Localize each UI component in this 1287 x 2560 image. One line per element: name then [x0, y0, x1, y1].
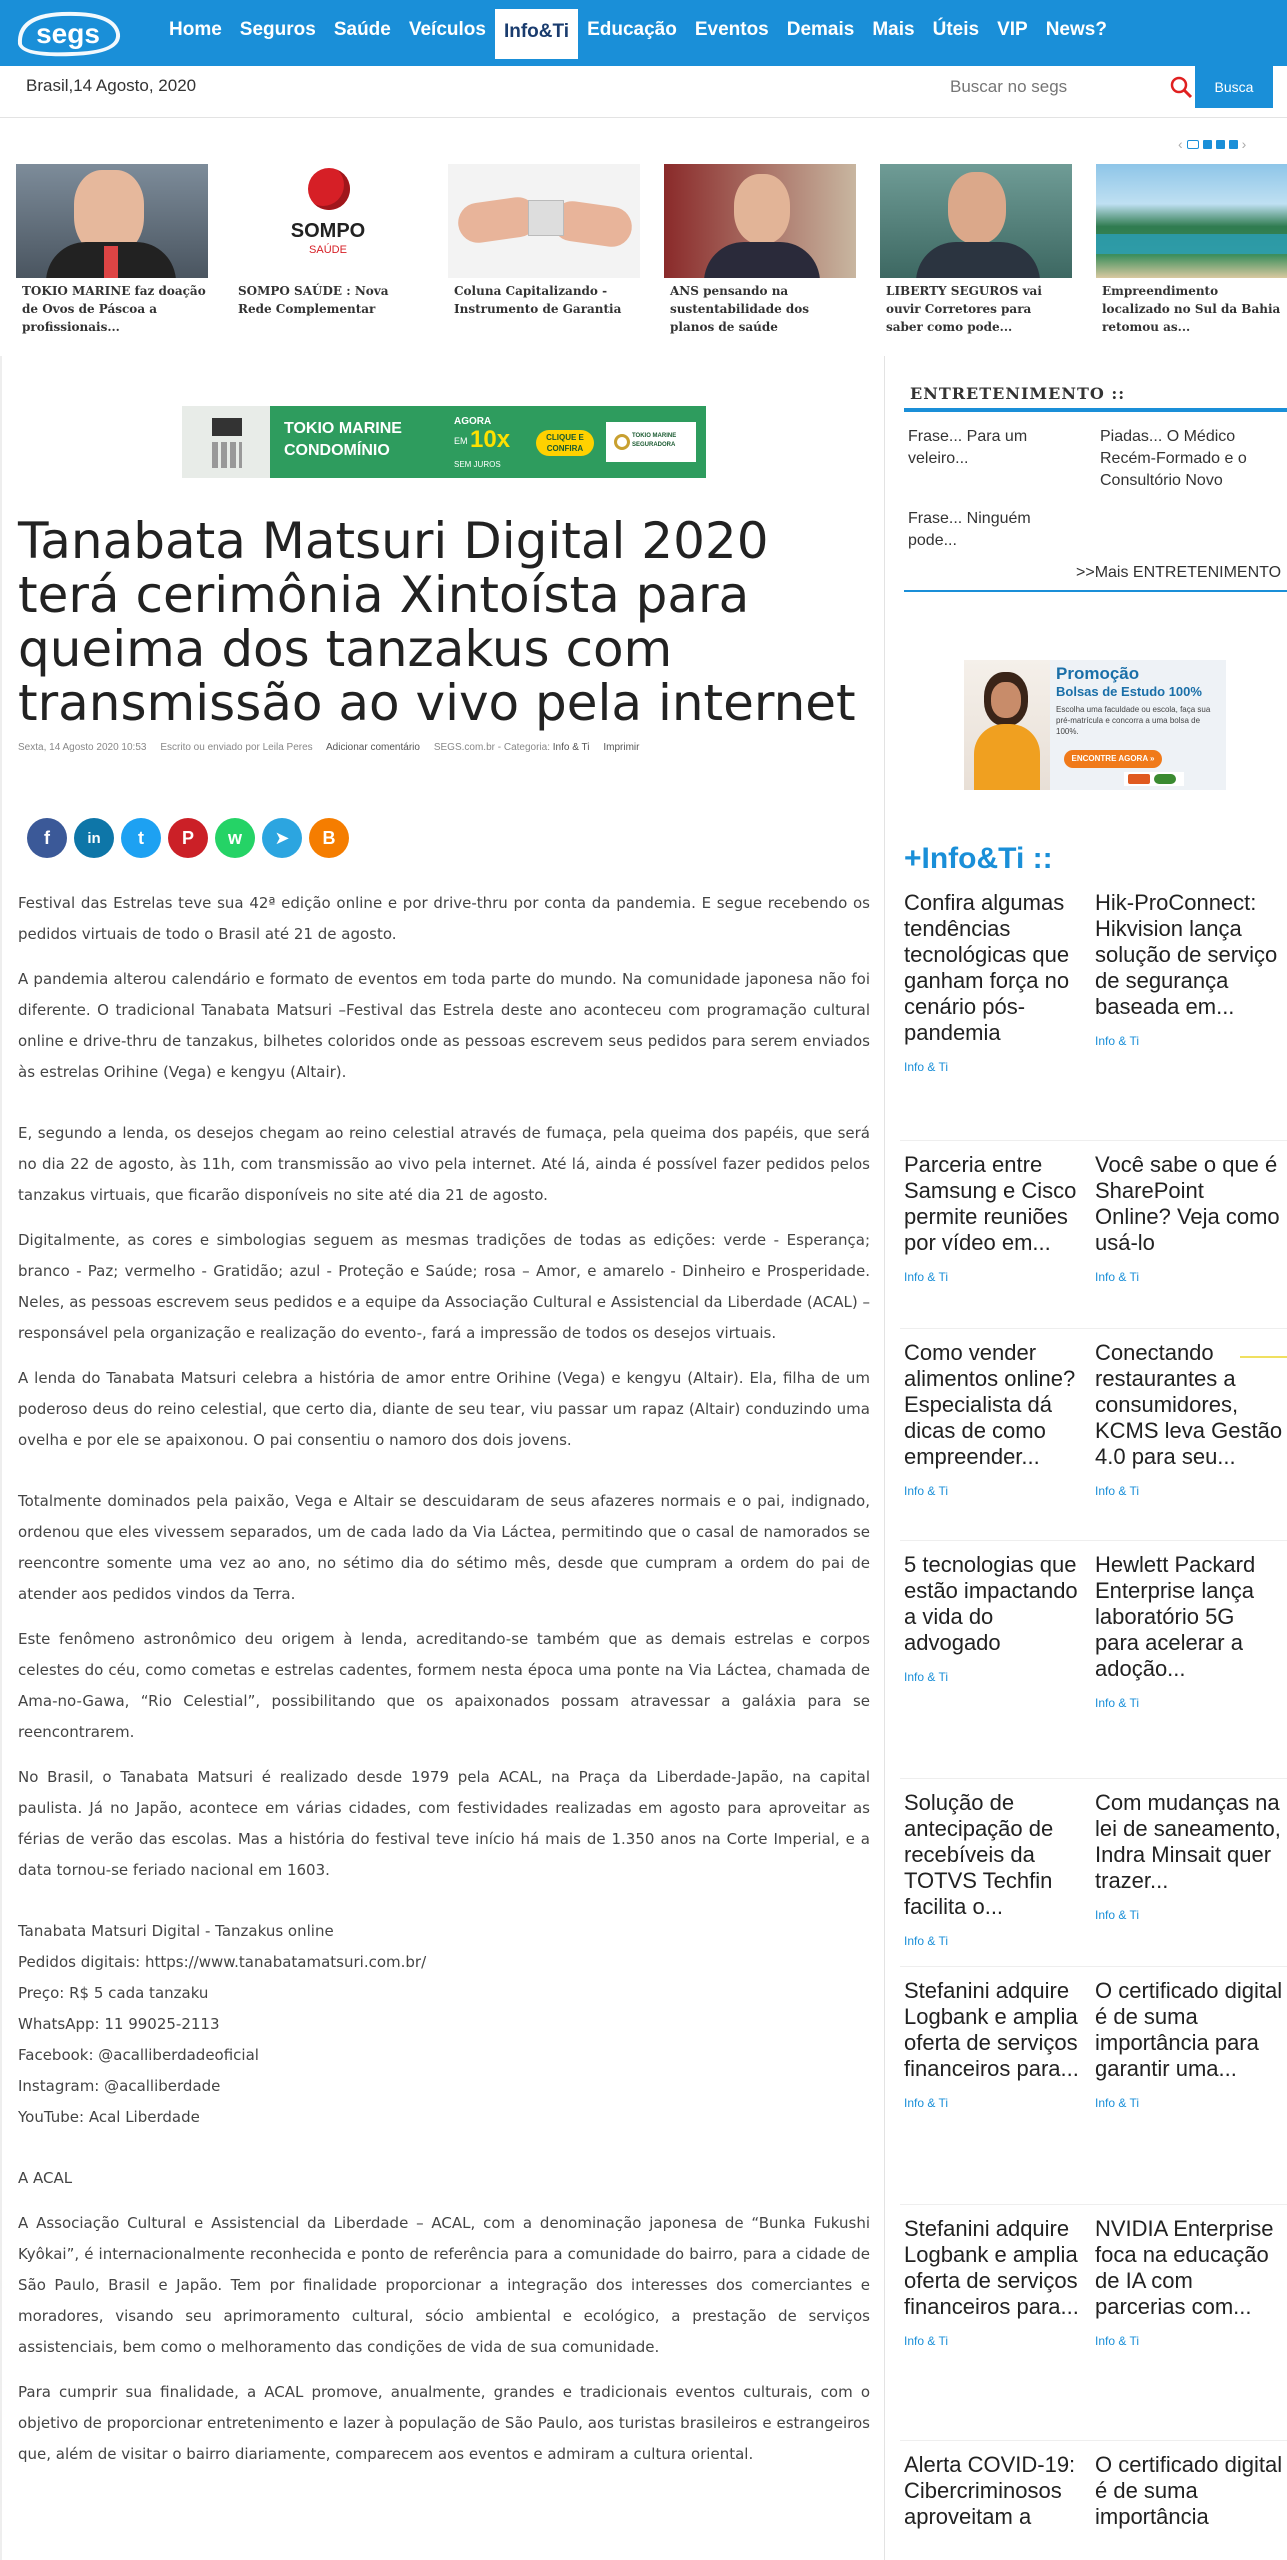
- twitter-icon[interactable]: t: [121, 818, 161, 858]
- info-ti-item[interactable]: [904, 1152, 1080, 1284]
- info-ti-item-category[interactable]: Info & Ti: [904, 2096, 949, 2110]
- article-paragraph: Este fenômeno astronômico deu origem à lenda, acreditando-se também que as demais estrelas e corpos celestes do céu, como cometas e estrelas cadentes, formem nesta época uma ponte na Via Láctea, chamada de Ama-no-Gawa, “Rio Celestial”, possibilitando que os apaixonados possam atravessar a galáxia para se reencontrarem.: [18, 1630, 870, 1741]
- nav-item-sa-de[interactable]: Saúde: [333, 19, 391, 40]
- article-paragraph: Festival das Estrelas teve sua 42ª edição online e por drive-thru por conta da pandemia. E segue recebendo os pedidos virtuais de todo o Brasil até 21 de agosto.: [18, 894, 870, 943]
- tile-separator: [900, 1140, 1287, 1141]
- carousel-item[interactable]: [880, 164, 1072, 336]
- nav-item-news[interactable]: News?: [1045, 19, 1107, 40]
- info-ti-item-title[interactable]: Alerta COVID-19: Cibercriminosos aproveitam a: [904, 2452, 1076, 2529]
- promo-text: Escolha uma faculdade ou escola, faça sua pré-matrícula e concorra a uma bolsa de 100%.: [1056, 705, 1211, 736]
- nav-item-demais[interactable]: Demais: [786, 19, 855, 40]
- facebook-icon[interactable]: f: [27, 818, 67, 858]
- carousel-pager: [1178, 136, 1246, 152]
- info-ti-item-category[interactable]: Info & Ti: [904, 1670, 949, 1684]
- ad-device-image: [182, 406, 270, 478]
- event-info-line: Preço: R$ 5 cada tanzaku: [18, 1984, 209, 2002]
- entertainment-item[interactable]: Piadas... O Médico Recém-Formado e o Consultório Novo: [1100, 428, 1247, 489]
- nav-item-eventos[interactable]: Eventos: [694, 19, 769, 40]
- info-ti-item-category[interactable]: Info & Ti: [1095, 2096, 1140, 2110]
- segs-logo-icon[interactable]: [12, 4, 124, 60]
- info-ti-item-category[interactable]: Info & Ti: [1095, 1908, 1140, 1922]
- nav-item-home[interactable]: Home: [169, 19, 222, 40]
- info-ti-item[interactable]: [904, 1552, 1080, 1684]
- info-ti-item-title[interactable]: Você sabe o que é SharePoint Online? Veja como usá-lo: [1095, 1152, 1280, 1255]
- carousel-item[interactable]: [232, 164, 424, 318]
- info-ti-item[interactable]: [1095, 2452, 1283, 2530]
- tile-separator: [900, 1540, 1287, 1541]
- info-ti-item[interactable]: [904, 1978, 1080, 2110]
- info-ti-item-title[interactable]: Como vender alimentos online? Especialista dá dicas de como empreender...: [904, 1340, 1076, 1469]
- acal-heading: A ACAL: [18, 2169, 73, 2187]
- event-info-list: [18, 1916, 870, 2133]
- event-info-line: WhatsApp: 11 99025-2113: [18, 2015, 220, 2033]
- info-ti-heading: +Info&Ti ::: [904, 842, 1053, 875]
- nav-menu: [160, 0, 1116, 60]
- add-comment-link[interactable]: Adicionar comentário: [326, 742, 420, 753]
- promo-cta-button[interactable]: ENCONTRE AGORA »: [1064, 750, 1162, 768]
- nav-item-ve-culos[interactable]: Veículos: [408, 19, 486, 40]
- decor-line: [1240, 1356, 1287, 1358]
- article-paragraph: Para cumprir sua finalidade, a ACAL promove, anualmente, grandes e tradicionais eventos culturais, com o objetivo de proporcionar entretenimento e lazer à população de São Paulo, aos turistas brasileiros e estrangeiros que, além de visitar o bairro diariamente, comparecem aos eventos e admiram a cultura oriental.: [18, 2383, 870, 2463]
- info-ti-item-title[interactable]: Stefanini adquire Logbank e amplia oferta de serviços financeiros para...: [904, 2216, 1079, 2319]
- top-nav: [0, 0, 1287, 66]
- pager-dot[interactable]: [1203, 140, 1212, 149]
- article-paragraph: E, segundo a lenda, os desejos chegam ao reino celestial através de fumaça, pela queima dos papéis, que será no dia 22 de agosto, às 11h, com transmissão ao vivo pela internet. Até lá, ainda é possível fazer pedidos pelos tanzakus virtuais, que ficarão disponíveis no site até dia 21 de agosto.: [18, 1124, 870, 1204]
- news-caption[interactable]: SOMPO SAÚDE : Nova Rede Complementar: [238, 284, 389, 316]
- news-thumbnail[interactable]: [664, 164, 856, 278]
- news-caption[interactable]: LIBERTY SEGUROS vai ouvir Corretores para saber como pode...: [886, 284, 1042, 334]
- article-meta: [18, 742, 639, 753]
- chevron-left-icon[interactable]: ‹: [1178, 136, 1183, 152]
- carousel-item[interactable]: [16, 164, 208, 336]
- ad-product: CONDOMÍNIO: [284, 442, 390, 459]
- nav-item-mais[interactable]: Mais: [872, 19, 915, 40]
- blogger-icon[interactable]: B: [309, 818, 349, 858]
- print-link[interactable]: Imprimir: [603, 742, 640, 753]
- news-caption[interactable]: Empreendimento localizado no Sul da Bahia retomou as...: [1102, 284, 1281, 334]
- info-ti-item-category[interactable]: Info & Ti: [904, 1270, 949, 1284]
- search-input[interactable]: [950, 70, 1180, 104]
- info-ti-item-title[interactable]: 5 tecnologias que estão impactando a vida do advogado: [904, 1552, 1078, 1655]
- info-ti-item[interactable]: [1095, 1552, 1283, 1710]
- ad-offer-bottom: SEM JUROS: [454, 460, 501, 469]
- meta-date: Sexta, 14 Agosto 2020 10:53: [18, 742, 147, 753]
- info-ti-item-title[interactable]: O certificado digital é de suma importância para garantir uma...: [1095, 1978, 1283, 2081]
- nav-item-info-ti[interactable]: Info&Ti: [495, 9, 578, 59]
- partner-logo-icon: [614, 434, 630, 450]
- entertainment-item[interactable]: Frase... Ninguém pode...: [908, 510, 1031, 549]
- linkedin-icon[interactable]: in: [74, 818, 114, 858]
- sompo-logo-text: SOMPO: [290, 220, 366, 242]
- info-ti-item-title[interactable]: Conectando restaurantes a consumidores, KCMS leva Gestão 4.0 para seu...: [1095, 1340, 1283, 1469]
- info-ti-item-title[interactable]: Com mudanças na lei de saneamento, Indra Minsait quer trazer...: [1095, 1790, 1281, 1893]
- article-title: Tanabata Matsuri Digital 2020 terá cerimônia Xintoísta para queima dos tanzakus com transmissão ao vivo pela internet: [18, 512, 856, 732]
- svg-text:segs: segs: [36, 18, 100, 49]
- news-thumbnail[interactable]: [880, 164, 1072, 278]
- ad-offer-big: 10x: [470, 426, 511, 453]
- info-ti-item-category[interactable]: Info & Ti: [904, 2334, 949, 2348]
- article-body: [18, 888, 870, 2484]
- category-link[interactable]: Info & Ti: [552, 742, 590, 753]
- current-date: Brasil,14 Agosto, 2020: [26, 76, 197, 95]
- ad-brand: TOKIO MARINE: [284, 420, 402, 437]
- article-paragraph: Totalmente dominados pela paixão, Vega e Altair se descuidaram de seus afazeres normais e o pai, indignado, ordenou que eles vivessem separados, um de cada lado da Via Láctea, permitindo que o casal de namorados se reencontre somente uma vez ao ano, no sétimo dia do sétimo mês, desde que cumpram a ordem do pai de atender aos pedidos vindos da Terra.: [18, 1492, 870, 1603]
- info-ti-item-title[interactable]: O certificado digital é de suma importância: [1095, 2452, 1283, 2529]
- pinterest-icon[interactable]: P: [168, 818, 208, 858]
- info-ti-item-category[interactable]: Info & Ti: [1095, 1696, 1140, 1710]
- info-ti-item-category[interactable]: Info & Ti: [904, 1934, 949, 1948]
- ad-cta-button[interactable]: CLIQUE E CONFIRA: [536, 430, 594, 456]
- info-ti-item-title[interactable]: NVIDIA Enterprise foca na educação de IA com parcerias com...: [1095, 2216, 1274, 2319]
- info-ti-item-title[interactable]: Hewlett Packard Enterprise lança laboratório 5G para acelerar a adoção...: [1095, 1552, 1256, 1681]
- info-ti-item[interactable]: [904, 1790, 1080, 1948]
- info-ti-item-category[interactable]: Info & Ti: [1095, 2334, 1140, 2348]
- telegram-icon[interactable]: ➤: [262, 818, 302, 858]
- article-paragraph: A Associação Cultural e Assistencial da Liberdade – ACAL, com a denominação japonesa de “Bunka Fukushi Kyôkai”, é internacionalmente reconhecida e ponto de referência para a comunidade do bairro, para a cidade de São Paulo, Brasil e Japão. Tem por finalidade proporcionar a integração dos interesses dos comerciantes e moradores, visando seu aprimoramento cultural, sócio ambiental e ecológico, a prestação de serviços assistenciais, bem como o melhoramento das condições de vida de sua comunidade.: [18, 2214, 870, 2356]
- info-ti-item[interactable]: [1095, 1152, 1283, 1284]
- carousel-item[interactable]: [1096, 164, 1287, 336]
- share-buttons: [27, 818, 349, 858]
- news-thumbnail[interactable]: [1096, 164, 1287, 278]
- ad-partner-logo: TOKIO MARINE SEGURADORA: [606, 422, 696, 462]
- info-ti-item[interactable]: [904, 2216, 1080, 2348]
- article-paragraph: No Brasil, o Tanabata Matsuri é realizado desde 1979 pela ACAL, na Praça da Liberdade-Japão, na capital paulista. Já no Japão, acontece em várias cidades, com festividades realizadas em agosto para aproveitar as férias de verão das escolas. Mas a história do festival teve início há mais de 1.350 anos na Corte Imperial, e a data tornou-se feriado nacional em 1603.: [18, 1768, 870, 1879]
- tile-separator: [900, 1778, 1287, 1779]
- left-border: [0, 356, 2, 2560]
- news-thumbnail[interactable]: [448, 164, 640, 278]
- event-info-line: Facebook: @acalliberdadeoficial: [18, 2046, 259, 2064]
- promo-banner[interactable]: [964, 660, 1226, 790]
- tile-separator: [900, 1328, 1287, 1329]
- article-paragraph: A lenda do Tanabata Matsuri celebra a história de amor entre Orihine (Vega) e kengyu (Altair). Ela, filha de um poderoso deus do reino celestial, que certo dia, diante de seu tear, viu passar um rapaz (Altair) conduzindo uma ovelha e por ele se apaixonou. O pai consentiu o namoro dos dois jovens.: [18, 1369, 870, 1449]
- info-ti-item[interactable]: [904, 890, 1080, 1074]
- pager-dot[interactable]: [1229, 140, 1238, 149]
- info-ti-item[interactable]: [904, 1340, 1080, 1498]
- event-info-line: Pedidos digitais: https://www.tanabatamatsuri.com.br/: [18, 1953, 427, 1971]
- info-ti-item-title[interactable]: Parceria entre Samsung e Cisco permite reuniões por vídeo em...: [904, 1152, 1077, 1255]
- promo-partner-logos: [1124, 772, 1184, 786]
- info-ti-item[interactable]: [904, 2452, 1080, 2530]
- event-info-line: Instagram: @acalliberdade: [18, 2077, 221, 2095]
- promo-person-image: [964, 660, 1050, 790]
- subheader: [0, 66, 1287, 118]
- tile-separator: [900, 2204, 1287, 2205]
- entertainment-heading: ENTRETENIMENTO ::: [904, 382, 1287, 412]
- pager-dot[interactable]: [1216, 140, 1225, 149]
- news-carousel: [16, 164, 1287, 344]
- more-entertainment-link[interactable]: >>Mais ENTRETENIMENTO: [1076, 564, 1282, 581]
- pager-dot[interactable]: [1187, 140, 1199, 149]
- tile-separator: [900, 1966, 1287, 1967]
- info-ti-item-category[interactable]: Info & Ti: [904, 1060, 949, 1074]
- info-ti-item[interactable]: [1095, 890, 1283, 1048]
- news-caption[interactable]: Coluna Capitalizando - Instrumento de Garantia: [454, 284, 622, 316]
- meta-author: Escrito ou enviado por Leila Peres: [160, 742, 313, 753]
- tile-separator: [900, 2440, 1287, 2441]
- article-paragraph: Digitalmente, as cores e simbologias seguem as mesmas tradições de todas as edições: verde - Esperança; branco - Paz; vermelho - Gratidão; azul - Proteção e Saúde; rosa – Amor, e amarelo - Dinheiro e Prosperidade. Neles, as pessoas escrevem seus pedidos e a equipe da Associação Cultural e Assistencial da Liberdade (ACAL) –responsável pela organização e realização do evento-, fará a impressão de todos os desejos virtuais.: [18, 1231, 870, 1342]
- ad-offer-top: AGORA: [454, 416, 492, 427]
- info-ti-item-category[interactable]: Info & Ti: [1095, 1034, 1140, 1048]
- carousel-item[interactable]: [448, 164, 640, 318]
- sompo-logo-sub: SAÚDE: [309, 244, 347, 256]
- article-paragraph: A pandemia alterou calendário e formato de eventos em toda parte do mundo. Na comunidade japonesa não foi diferente. O tradicional Tanabata Matsuri –Festival das Estrela deste ano aconteceu com programação cultural online e drive-thru de tanzakus, bilhetes coloridos onde as pessoas escrevem seus pedidos para serem enviados às estrelas Orihine (Vega) e kengyu (Altair).: [18, 970, 870, 1081]
- tokio-marine-ad[interactable]: [182, 406, 706, 478]
- entertainment-underline: [904, 590, 1287, 592]
- nav-item-vip[interactable]: VIP: [997, 19, 1028, 40]
- entertainment-item[interactable]: Frase... Para um veleiro...: [908, 428, 1028, 467]
- info-ti-item-title[interactable]: Solução de antecipação de recebíveis da TOTVS Techfin facilita o...: [904, 1790, 1054, 1919]
- ad-offer-sub: EM: [454, 436, 468, 446]
- event-info-line: YouTube: Acal Liberdade: [18, 2108, 200, 2126]
- news-thumbnail[interactable]: [16, 164, 208, 278]
- info-ti-item-category[interactable]: Info & Ti: [1095, 1484, 1140, 1498]
- news-caption[interactable]: TOKIO MARINE faz doação de Ovos de Páscoa a profissionais...: [22, 284, 206, 334]
- info-ti-item-category[interactable]: Info & Ti: [904, 1484, 949, 1498]
- promo-title: Promoção: [1056, 664, 1140, 683]
- info-ti-item-title[interactable]: Confira algumas tendências tecnológicas que ganham força no cenário pós-pandemia: [904, 890, 1070, 1045]
- nav-item-seguros[interactable]: Seguros: [239, 19, 316, 40]
- chevron-right-icon[interactable]: ›: [1241, 136, 1247, 152]
- whatsapp-icon[interactable]: w: [215, 818, 255, 858]
- info-ti-item-title[interactable]: Hik-ProConnect: Hikvision lança solução de serviço de segurança baseada em...: [1095, 890, 1278, 1019]
- column-divider: [884, 356, 885, 2560]
- info-ti-item[interactable]: [1095, 1978, 1283, 2110]
- promo-subtitle: Bolsas de Estudo 100%: [1056, 684, 1202, 699]
- search-icon[interactable]: [1168, 74, 1194, 100]
- search-button[interactable]: Busca: [1195, 66, 1273, 108]
- event-info-line: Tanabata Matsuri Digital - Tanzakus online: [18, 1922, 334, 1940]
- news-thumbnail[interactable]: [232, 164, 424, 278]
- meta-category-label: SEGS.com.br - Categoria:: [433, 742, 550, 753]
- nav-item-educa-o[interactable]: Educação: [587, 19, 677, 40]
- info-ti-item[interactable]: [1095, 2216, 1283, 2348]
- info-ti-item[interactable]: [1095, 1790, 1283, 1922]
- info-ti-item[interactable]: [1095, 1340, 1283, 1498]
- info-ti-item-title[interactable]: Stefanini adquire Logbank e amplia oferta de serviços financeiros para...: [904, 1978, 1079, 2081]
- nav-item--teis[interactable]: Úteis: [932, 19, 980, 40]
- news-caption[interactable]: ANS pensando na sustentabilidade dos planos de saúde: [670, 284, 810, 334]
- info-ti-item-category[interactable]: Info & Ti: [1095, 1270, 1140, 1284]
- carousel-item[interactable]: [664, 164, 856, 336]
